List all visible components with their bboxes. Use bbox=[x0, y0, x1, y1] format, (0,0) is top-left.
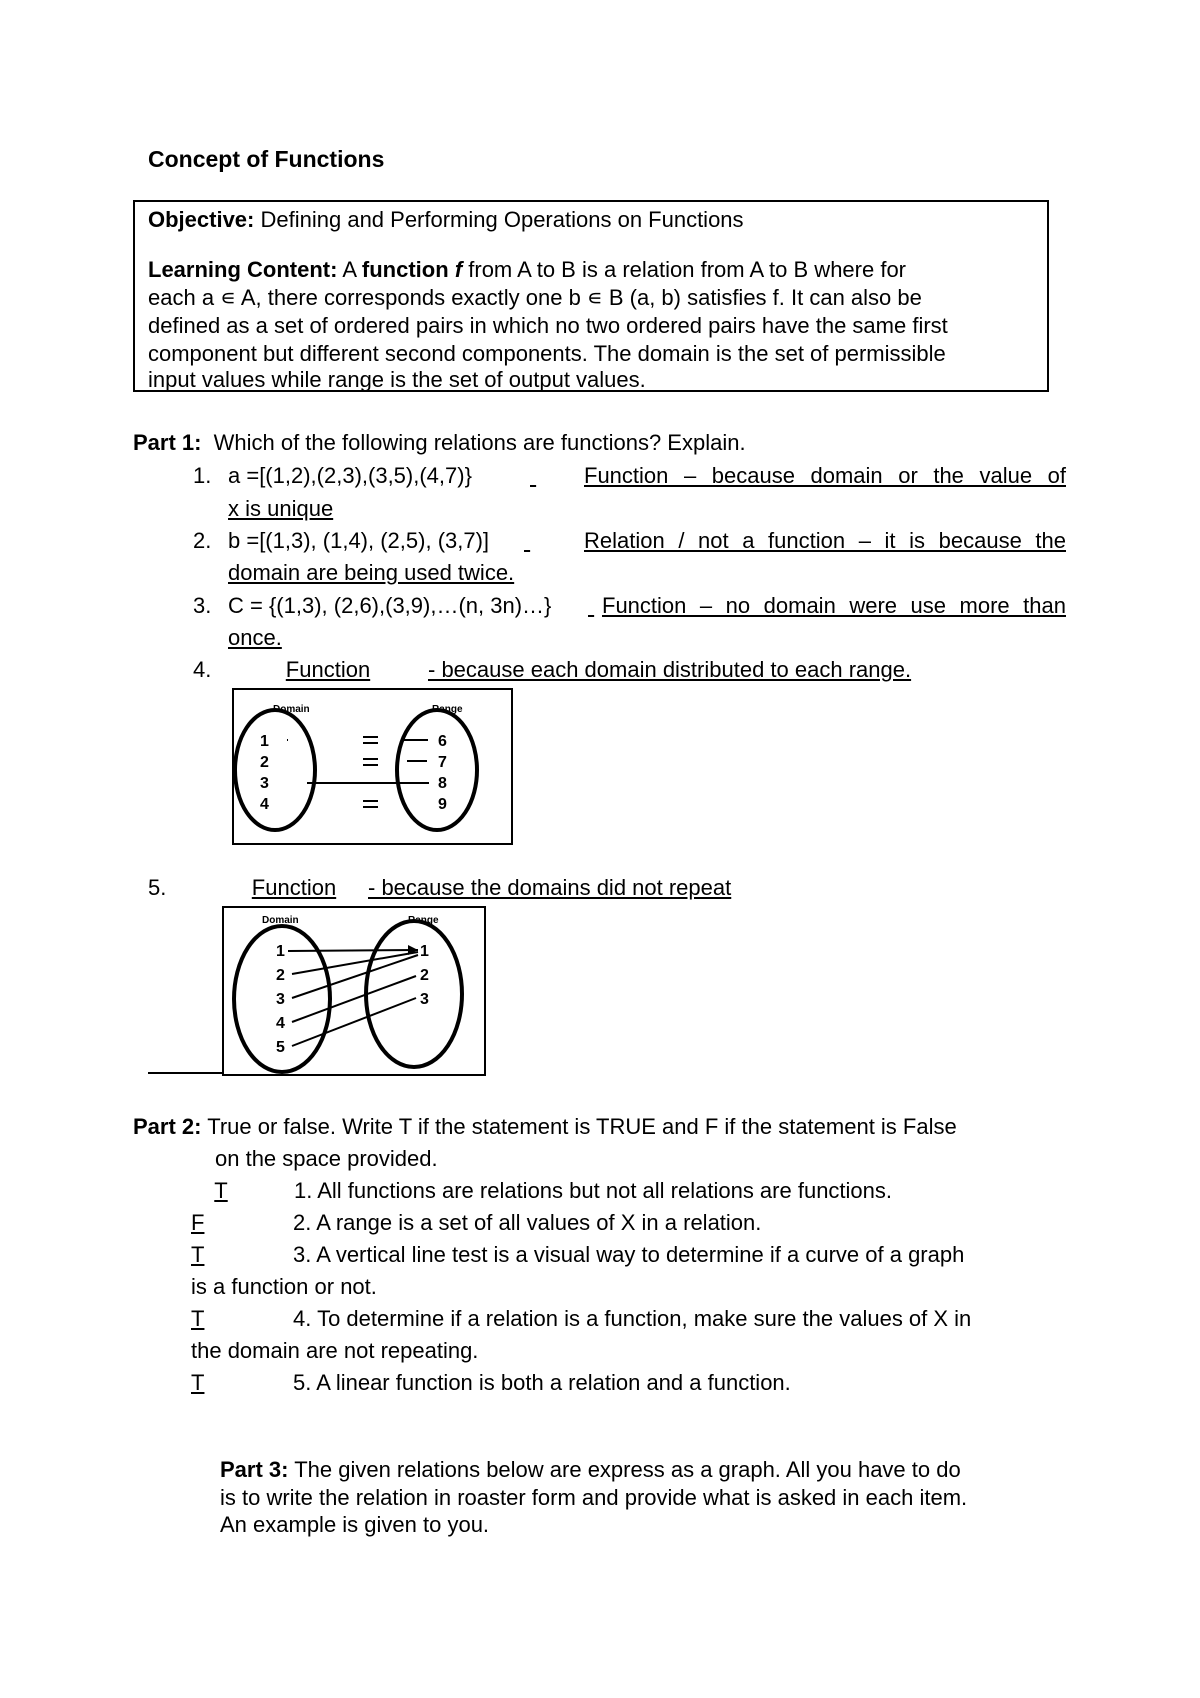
learning-content-line-5: input values while range is the set of output values. bbox=[148, 367, 646, 392]
function-symbol: f bbox=[454, 257, 463, 282]
objective-label: Objective: bbox=[148, 207, 255, 232]
range-value: 1 bbox=[420, 943, 429, 960]
answer-blank bbox=[530, 461, 584, 491]
tf-statement: 2. A range is a set of all values of X in a relation. bbox=[293, 1210, 762, 1235]
page-title: Concept of Functions bbox=[148, 146, 385, 172]
range-value: 7 bbox=[438, 754, 447, 771]
part2-label: Part 2: bbox=[133, 1114, 202, 1139]
item-relation: a =[(1,2),(2,3),(3,5),(4,7)} bbox=[228, 463, 472, 488]
learning-content-line-1: Learning Content: A function f from A to B is a relation from A to B where for bbox=[148, 257, 907, 282]
part1-heading bbox=[133, 428, 746, 458]
learning-content-label: Learning Content: bbox=[148, 257, 338, 282]
part2-instruction: True or false. Write T if the statement is TRUE and F if the statement is False bbox=[207, 1114, 957, 1139]
tf-answer: F bbox=[191, 1210, 205, 1235]
domain-value: 1 bbox=[276, 943, 285, 960]
function-term: function bbox=[361, 257, 449, 282]
answer-blank bbox=[148, 1072, 222, 1074]
domain-value: 2 bbox=[260, 754, 269, 771]
range-value: 6 bbox=[438, 733, 447, 750]
part3-line-1: Part 3: The given relations below are express as a graph. All you have to do bbox=[220, 1457, 961, 1482]
item-answer: Relation / not a function – it is because the bbox=[584, 528, 1066, 553]
tf-answer: T bbox=[191, 1242, 205, 1267]
item-number: 3. bbox=[193, 593, 212, 618]
tf-statement: 3. A vertical line test is a visual way to determine if a curve of a graph bbox=[293, 1242, 965, 1267]
item-number: 2. bbox=[193, 528, 212, 553]
objective-box bbox=[133, 200, 1049, 392]
domain-value: 2 bbox=[276, 967, 285, 984]
domain-value: 1 bbox=[260, 733, 269, 750]
tf-statement: 4. To determine if a relation is a function, make sure the values of X in bbox=[293, 1306, 972, 1331]
learning-content-line-3: defined as a set of ordered pairs in which no two ordered pairs have the same first bbox=[148, 313, 948, 338]
part1-instruction: Which of the following relations are functions? Explain. bbox=[213, 430, 746, 455]
range-value: 8 bbox=[438, 775, 447, 792]
tf-answer: T bbox=[191, 1370, 205, 1395]
item-answer-word: Function bbox=[251, 875, 337, 900]
learning-content-line-2: each a ∊ A, there corresponds exactly one b ∊ B (a, b) satisfies f. It can also be bbox=[148, 285, 922, 310]
domain-value: 3 bbox=[260, 775, 269, 792]
domain-label: Domain bbox=[262, 915, 299, 926]
answer-blank bbox=[588, 591, 602, 621]
item-answer-cont: domain are being used twice. bbox=[228, 560, 515, 585]
item-answer: Function – because domain or the value of bbox=[584, 463, 1066, 488]
range-label: Range bbox=[432, 704, 463, 715]
objective-text: Defining and Performing Operations on Functions bbox=[260, 207, 744, 232]
item-answer: - because each domain distributed to each range. bbox=[428, 657, 912, 682]
range-value: 9 bbox=[438, 796, 447, 813]
tf-statement-cont: the domain are not repeating. bbox=[191, 1338, 479, 1363]
tf-answer: T bbox=[191, 1306, 205, 1331]
item-answer: - because the domains did not repeat bbox=[368, 875, 732, 900]
mapping-diagram-5 bbox=[222, 906, 487, 1077]
tf-answer: T bbox=[214, 1178, 228, 1203]
tf-statement-cont: is a function or not. bbox=[191, 1274, 377, 1299]
domain-value: 4 bbox=[260, 796, 269, 813]
domain-value: 4 bbox=[276, 1015, 285, 1032]
item-number: 1. bbox=[193, 463, 212, 488]
item-answer: Function – no domain were use more than bbox=[602, 593, 1066, 618]
learning-content-line-4: component but different second components. The domain is the set of permissible bbox=[148, 341, 946, 366]
answer-blank bbox=[524, 526, 584, 556]
item-relation: b =[(1,3), (1,4), (2,5), (3,7)] bbox=[228, 528, 490, 553]
domain-value: 3 bbox=[276, 991, 285, 1008]
part3-line-3: An example is given to you. bbox=[220, 1512, 490, 1537]
part3-label: Part 3: bbox=[220, 1457, 289, 1482]
item-answer-cont: x is unique bbox=[228, 496, 334, 521]
part3-line-2: is to write the relation in roaster form and provide what is asked in each item. bbox=[220, 1485, 968, 1510]
item-relation: C = {(1,3), (2,6),(3,9),…(n, 3n)…} bbox=[228, 593, 552, 618]
tf-statement: 5. A linear function is both a relation and a function. bbox=[293, 1370, 791, 1395]
part2-instruction-cont: on the space provided. bbox=[215, 1146, 438, 1171]
mapping-diagram-4 bbox=[232, 688, 514, 846]
item-answer-word: Function bbox=[285, 657, 371, 682]
part2-heading bbox=[133, 1112, 957, 1142]
range-value: 2 bbox=[420, 967, 429, 984]
domain-value: 5 bbox=[276, 1039, 285, 1056]
domain-label: Domain bbox=[273, 704, 310, 715]
item-answer-cont: once. bbox=[228, 625, 282, 650]
tf-statement: 1. All functions are relations but not all relations are functions. bbox=[294, 1178, 893, 1203]
part1-label: Part 1: bbox=[133, 430, 202, 455]
range-label: Range bbox=[408, 915, 439, 926]
objective-line bbox=[148, 206, 744, 234]
item-number: 5. bbox=[148, 875, 167, 900]
range-value: 3 bbox=[420, 991, 429, 1008]
item-number: 4. bbox=[193, 657, 212, 682]
